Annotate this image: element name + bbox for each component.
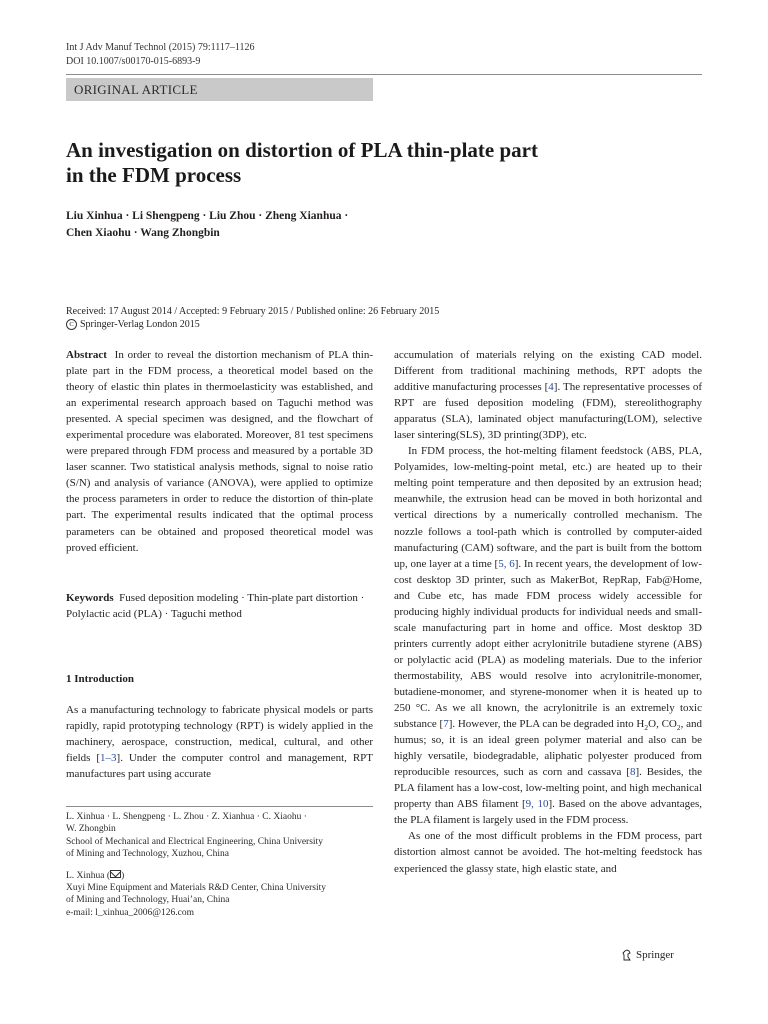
doi[interactable]: DOI 10.1007/s00170-015-6893-9: [66, 56, 201, 67]
corr-name: L. Xinhua (: [66, 870, 111, 881]
affil-authors-2: W. Zhongbin: [66, 824, 116, 835]
abstract-text: In order to reveal the distortion mechanism of PLA thin-plate part in the FDM process, a theoretical model based on the theory of elastic thin plates in thermoelasticity was established, and an experimental research approach based on Taguchi method was presented. A special specimen was designed, and the flowchart of experimental procedure was elaborated. Moreover, 81 test specimens were prepared through FDM process and measured by a portable 3D laser scanner. Two statistical analysis methods, signal to noise ratio (S/N) and analysis of variance (ANOVA), were applied to optimize the process parameters in order to reduce the distortion of thin-plate part. The experimental results indicated that the optimal process parameters can be obtained and proposed theoretical model was proved efficient.: [66, 349, 373, 554]
affil-center-2: of Mining and Technology, Huai’an, China: [66, 895, 230, 906]
right-column-body: [394, 347, 702, 877]
copyright-icon: C: [66, 319, 77, 330]
corr-close: ): [121, 870, 125, 881]
springer-horse-icon: [622, 949, 632, 961]
authors-line-1: Liu Xinhua · Li Shengpeng · Liu Zhou · Zheng Xianhua ·: [66, 210, 349, 222]
body-paragraph: As one of the most difficult problems in the FDM process, part distortion almost cannot be avoided. The hot-melting feedstock has experienced the glassy state, high elastic state, and: [394, 830, 702, 875]
affiliations: [66, 811, 373, 919]
section-heading-introduction: 1 Introduction: [66, 673, 134, 685]
body-paragraph: accumulation of materials relying on the existing CAD model. Different from traditional machining methods, RPT adopts the additive manufacturing processes [4]. The representative processes of RPT are fused deposition modeling (FDM), stereolithography apparatus (SLA), laminated object manufacturing(LOM), selective laser sintering(SLS), 3D printing(3DP), etc.: [394, 349, 702, 442]
email[interactable]: e-mail: l_xinhua_2006@126.com: [66, 907, 195, 918]
intro-text-b: ]. Under the computer control and management, RPT manufactures part using accurate: [66, 752, 373, 781]
copyright-text: Springer-Verlag London 2015: [80, 319, 200, 330]
article-type-banner: ORIGINAL ARTICLE: [66, 78, 373, 101]
footnote-rule: [66, 806, 373, 807]
publication-dates: [66, 305, 702, 331]
keywords: [66, 590, 373, 622]
abstract: [66, 347, 373, 556]
header-rule: [66, 74, 702, 75]
corresponding-author: [66, 870, 373, 882]
citation-link[interactable]: 5, 6: [498, 557, 515, 570]
body-paragraph: In FDM process, the hot-melting filament feedstock (ABS, PLA, Polyamides, low-melting-point metal, etc.) are heated up to their melting point temperature and then deposited by an extrusion head; meanwhile, the extrusion head can be moved in both horizontal and vertical directions by a numerically controlled mechanism. The nozzle follows a tool-path which is controlled by computer-aided manufacturing (CAM) software, and the part is built from the bottom up, one layer at a time [5, 6]. In recent years, the development of low-cost desktop 3D printer, such as MakerBot, RepRap, Fab@Home, and Cube etc, has made FDM process widely accessible for producing highly individual products for individual needs and small-scale manufacturing part in home and office. Most desktop 3D printers currently adopt either acrylonitrile butadiene styrene (ABS) or polylactic acid (PLA) as modeling materials. Due to the inferior thermostability, ABS would resolve into acrylonitrile-monomer, butadiene-monomer, and styrene-monomer when it is heated up to 250 °C. As we all known, the acrylonitrile is an extremely toxic substance [7]. However, the PLA can be degraded into $H_2O$, $CO_2$, and humus; so, it is an ideal green polymer material and also can be highly versatile, biodegradable, aliphatic polyester produced from reproducible resources, such as corn and cassava [8]. Besides, the PLA filament has a low-cost, low-melting point, and high mechanical property than ABS filament [9, 10]. Based on the above advantages, the PLA filament is largely used in the FDM process.: [394, 445, 703, 827]
publisher-name: Springer: [636, 949, 674, 961]
affil-school-1: School of Mechanical and Electrical Engineering, China University: [66, 836, 323, 847]
author-list: [66, 208, 686, 242]
keywords-label: Keywords: [66, 592, 114, 604]
keywords-text: Fused deposition modeling · Thin-plate part distortion · Polylactic acid (PLA) · Taguchi method: [66, 592, 365, 621]
title-line-1: An investigation on distortion of PLA thin-plate part: [66, 138, 538, 162]
affil-school-2: of Mining and Technology, Xuzhou, China: [66, 849, 229, 860]
publisher-logo: [622, 948, 674, 962]
citation-link[interactable]: 4: [548, 381, 554, 394]
citation-link[interactable]: 9, 10: [525, 798, 549, 811]
copyright-line: [66, 318, 702, 331]
intro-text-a: As a manufacturing technology to fabricate physical models or parts rapidly, rapid prototyping technology (RPT) is widely applied in the machinery, aerospace, construction, medical, cultural, and other fields [: [66, 704, 373, 765]
abstract-label: Abstract: [66, 349, 107, 361]
journal-citation: Int J Adv Manuf Technol (2015) 79:1117–1126: [66, 42, 255, 53]
title-line-2: in the FDM process: [66, 163, 242, 187]
introduction-paragraph: [66, 702, 373, 782]
article-title: [66, 138, 686, 188]
affil-authors-1: L. Xinhua · L. Shengpeng · L. Zhou · Z. Xianhua · C. Xiaohu ·: [66, 812, 307, 822]
citation-link[interactable]: 8: [629, 766, 636, 779]
history-dates: Received: 17 August 2014 / Accepted: 9 February 2015 / Published online: 26 February 2015: [66, 306, 440, 317]
envelope-icon: [110, 870, 121, 878]
citation-link[interactable]: 1–3: [100, 752, 117, 765]
authors-line-2: Chen Xiaohu · Wang Zhongbin: [66, 227, 220, 239]
citation-link[interactable]: 7: [443, 718, 449, 731]
affil-center-1: Xuyi Mine Equipment and Materials R&D Center, China University: [66, 883, 327, 894]
